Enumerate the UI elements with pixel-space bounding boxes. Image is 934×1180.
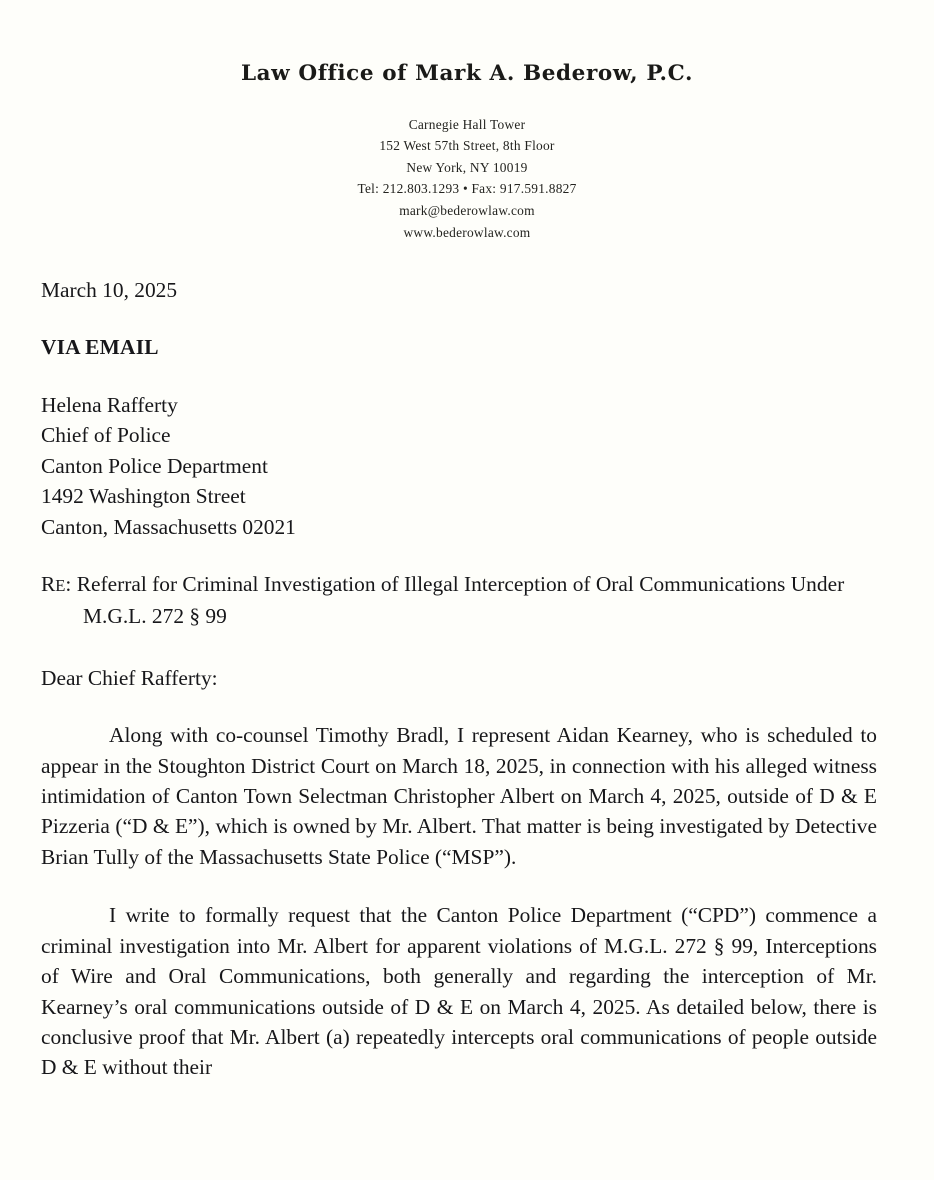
salutation: Dear Chief Rafferty: <box>41 665 218 690</box>
firm-name: Law Office of Mark A. Bederow, P.C. <box>240 61 694 86</box>
recipient-title: Chief of Police <box>41 423 171 448</box>
recipient-address-block <box>41 390 877 542</box>
recipient-street: 1492 Washington Street <box>41 484 246 509</box>
contact-line-city-state-zip: New York, NY 10019 <box>406 159 528 175</box>
re-label-major: R <box>41 572 56 597</box>
letter-date: March 10, 2025 <box>41 278 178 303</box>
delivery-method: VIA EMAIL <box>41 334 159 359</box>
recipient-name: Helena Rafferty <box>41 393 178 418</box>
re-label <box>41 572 71 596</box>
contact-line-street: 152 West 57th Street, 8th Floor <box>379 138 555 154</box>
contact-block <box>0 114 934 244</box>
body-paragraph-2: I write to formally request that the Canton Police Department (“CPD”) commence a criminal investigation into Mr. Albert for apparent violations of M.G.L. 272 § 99, Interceptions of Wire and Oral Communications, both generally and regarding the interception of Mr. Kearney’s oral communications outside of D & E on March 4, 2025. As detailed below, there is conclusive proof that Mr. Albert (a) repeatedly intercepts oral communications of people outside D & E without their <box>41 903 877 1080</box>
re-label-colon: : <box>65 572 72 597</box>
recipient-city-state-zip: Canton, Massachusetts 02021 <box>41 514 296 539</box>
contact-line-phone-fax: Tel: 212.803.1293 • Fax: 917.591.8827 <box>357 181 577 197</box>
letter-body <box>0 275 934 1083</box>
letterhead <box>0 0 934 243</box>
body-paragraph-1: Along with co-counsel Timothy Bradl, I represent Aidan Kearney, who is scheduled to appear in the Stoughton District Court on March 18, 2025, in connection with his alleged witness intimidation of Canton Town Selectman Christopher Albert on March 4, 2025, outside of D & E Pizzeria (“D & E”), which is owned by Mr. Albert. That matter is being investigated by Detective Brian Tully of the Massachusetts State Police (“MSP”). <box>41 723 877 869</box>
re-subject-text: Referral for Criminal Investigation of Illegal Interception of Oral Communications Under M.G.L. 272 § 99 <box>76 572 845 629</box>
contact-line-website[interactable]: www.bederowlaw.com <box>403 224 531 240</box>
re-label-minor: E <box>55 576 66 596</box>
contact-line-email[interactable]: mark@bederowlaw.com <box>399 203 535 219</box>
contact-line-address-building: Carnegie Hall Tower <box>408 116 526 132</box>
recipient-organization: Canton Police Department <box>41 453 268 478</box>
re-subject-block <box>41 569 877 632</box>
